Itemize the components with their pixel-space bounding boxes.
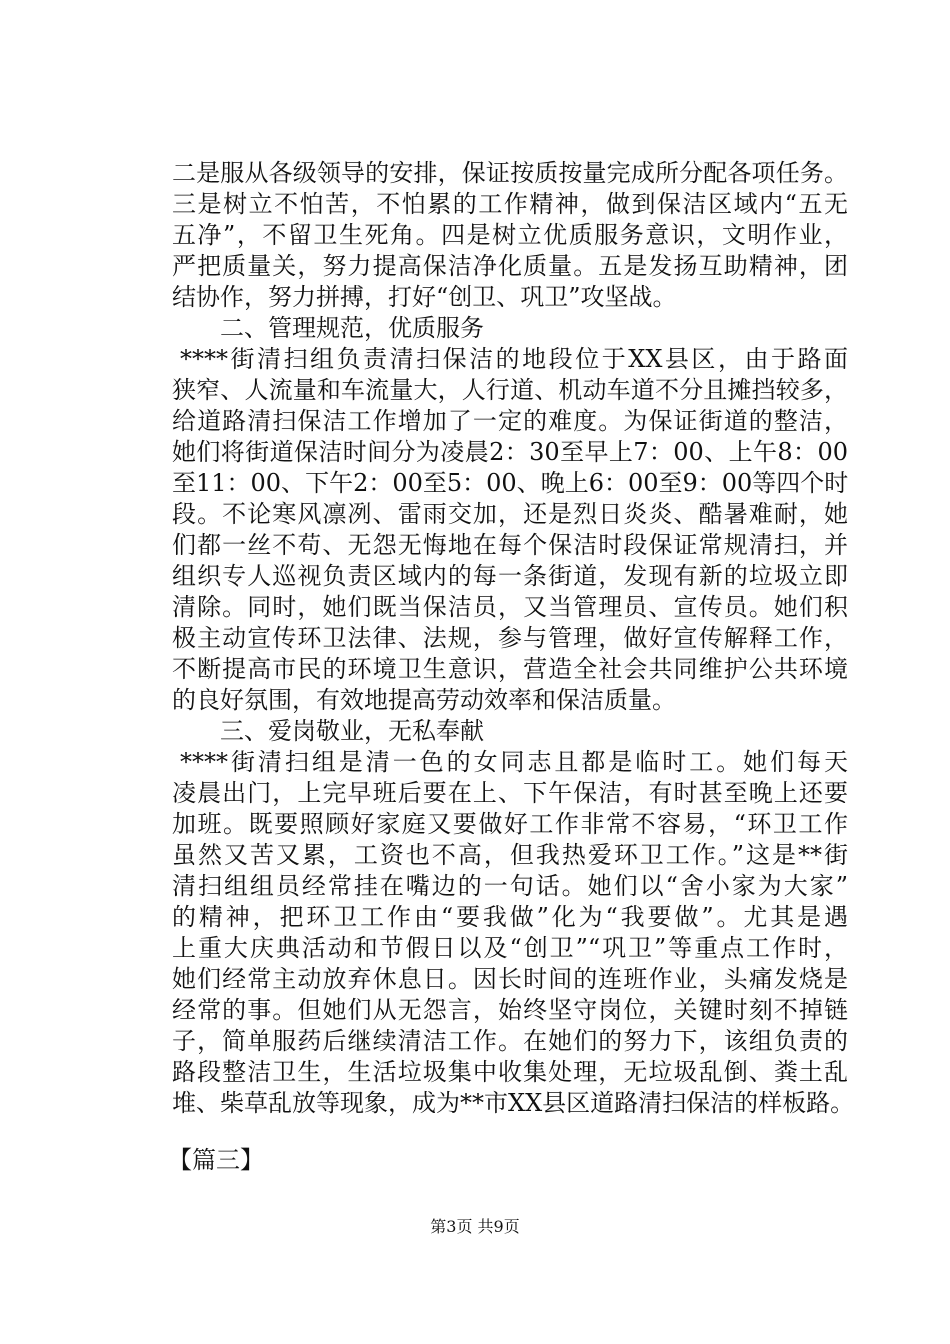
paragraph-line: 的精神，把环卫工作由“要我做”化为“我要做”。尤其是遇 bbox=[172, 903, 848, 931]
paragraph-line: 狭窄、人流量和车流量大，人行道、机动车道不分且摊挡较多， bbox=[172, 376, 848, 404]
paragraph-line: 路段整洁卫生，生活垃圾集中收集处理，无垃圾乱倒、粪土乱 bbox=[172, 1058, 848, 1086]
section-2-first-line bbox=[172, 344, 848, 375]
paragraph-line: 虽然又苦又累，工资也不高，但我热爱环卫工作。”这是**街 bbox=[172, 841, 848, 869]
paragraph-line: 给道路清扫保洁工作增加了一定的难度。为保证街道的整洁， bbox=[172, 407, 848, 435]
paragraph-line: 她们将街道保洁时间分为凌晨2：30至早上7：00、上午8：00 bbox=[172, 438, 848, 466]
paragraph-line: 三是树立不怕苦，不怕累的工作精神，做到保洁区域内“五无 bbox=[172, 190, 848, 218]
page-number-footer: 第3页 共9页 bbox=[430, 1217, 520, 1236]
section-heading-2: 二、管理规范，优质服务 bbox=[220, 314, 484, 342]
paragraph-line: 们都一丝不苟、无怨无悔地在每个保洁时段保证常规清扫，并 bbox=[172, 531, 848, 559]
paragraph-line: 加班。既要照顾好家庭又要做好工作非常不容易，“环卫工作 bbox=[172, 810, 848, 838]
paragraph-line: 五净”，不留卫生死角。四是树立优质服务意识，文明作业， bbox=[172, 221, 848, 249]
document-body bbox=[172, 158, 855, 1119]
section-heading-3: 三、爱岗敬业，无私奉献 bbox=[220, 717, 484, 745]
paragraph-line: 上重大庆典活动和节假日以及“创卫”“巩卫”等重点工作时， bbox=[172, 934, 848, 962]
section-3-line: ****街清扫组是清一色的女同志且都是临时工。她们每天 bbox=[180, 748, 848, 776]
paragraph-line: 堆、柴草乱放等现象，成为**市XX县区道路清扫保洁的样板路。 bbox=[172, 1089, 855, 1117]
paragraph-line: 至11：00、下午2：00至5：00、晚上6：00至9：00等四个时 bbox=[172, 469, 849, 497]
paragraph-line: 清扫组组员经常挂在嘴边的一句话。她们以“舍小家为大家” bbox=[172, 872, 848, 900]
paragraph-line: 严把质量关，努力提高保洁净化质量。五是发扬互助精神，团 bbox=[172, 252, 848, 280]
paragraph-line bbox=[172, 747, 848, 778]
paragraph-line: 她们经常主动放弃休息日。因长时间的连班作业，头痛发烧是 bbox=[172, 965, 848, 993]
paragraph-line: 段。不论寒风凛冽、雷雨交加，还是烈日炎炎、酷暑难耐，她 bbox=[172, 500, 848, 528]
paragraph-line: 极主动宣传环卫法律、法规，参与管理，做好宣传解释工作， bbox=[172, 624, 848, 652]
paragraph-line bbox=[172, 344, 848, 375]
paragraph-line: 结协作，努力拼搏，打好“创卫、巩卫”攻坚战。 bbox=[172, 283, 677, 311]
paragraph-line: 组织专人巡视负责区域内的每一条街道，发现有新的垃圾立即 bbox=[172, 562, 848, 590]
paragraph-line: 清除。同时，她们既当保洁员，又当管理员、宣传员。她们积 bbox=[172, 593, 848, 621]
section-label: 【篇三】 bbox=[168, 1146, 264, 1174]
section-2-line: ****街清扫组负责清扫保洁的地段位于XX县区，由于路面 bbox=[180, 345, 848, 373]
paragraph-line: 二是服从各级领导的安排，保证按质按量完成所分配各项任务。 bbox=[172, 159, 848, 187]
paragraph-line: 凌晨出门，上完早班后要在上、下午保洁，有时甚至晚上还要 bbox=[172, 779, 848, 807]
paragraph-line: 的良好氛围，有效地提高劳动效率和保洁质量。 bbox=[172, 686, 676, 714]
paragraph-line: 不断提高市民的环境卫生意识，营造全社会共同维护公共环境 bbox=[172, 655, 848, 683]
paragraph-line: 子，简单服药后继续清洁工作。在她们的努力下，该组负责的 bbox=[172, 1027, 848, 1055]
paragraph-line: 经常的事。但她们从无怨言，始终坚守岗位，关键时刻不掉链 bbox=[172, 996, 848, 1024]
